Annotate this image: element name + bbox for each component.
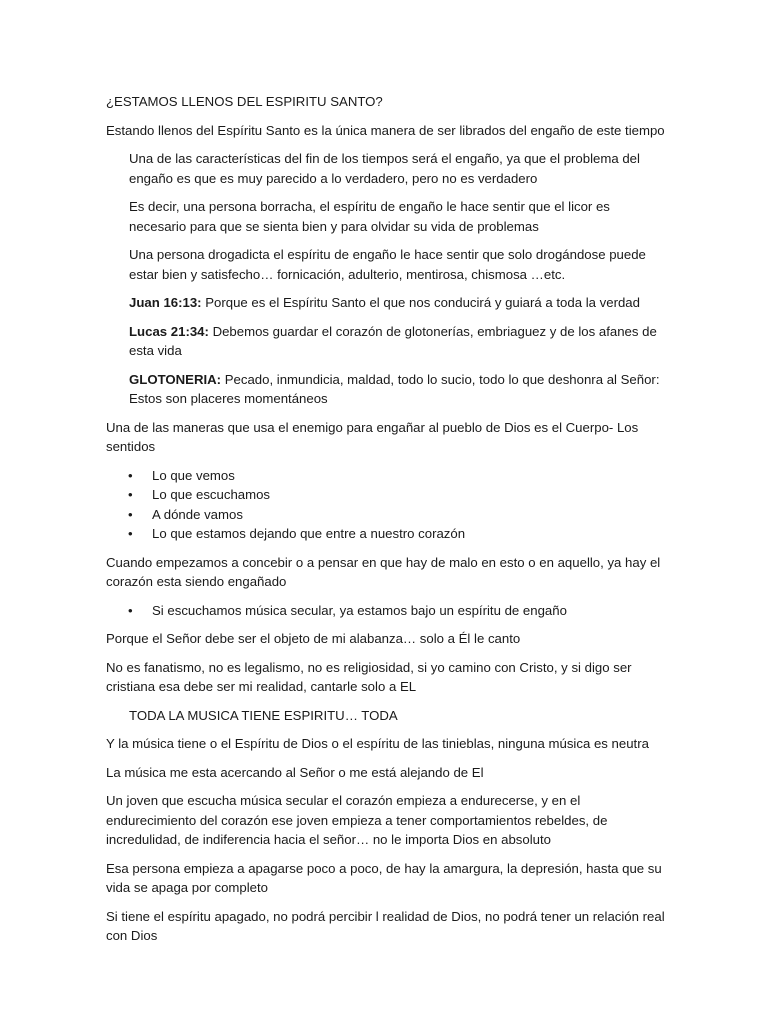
list-item-text: Lo que estamos dejando que entre a nuestro corazón: [152, 526, 466, 541]
list-item: [106, 524, 668, 544]
reference-label: Juan 16:13:: [129, 295, 202, 310]
reference-lucas: [129, 322, 668, 361]
reference-gluttony: [129, 370, 668, 409]
reference-text: Porque es el Espíritu Santo el que nos conducirá y guiará a toda la verdad: [201, 295, 640, 310]
praise-paragraph: Porque el Señor debe ser el objeto de mi alabanza… solo a Él le canto: [106, 631, 521, 646]
reference-text: Pecado, inmundicia, maldad, todo lo sucio, todo lo que deshonra al Señor: Estos son placeres momentáneos: [129, 371, 660, 406]
bullet-icon: •: [128, 487, 133, 502]
list-item-text: Si escuchamos música secular, ya estamos bajo un espíritu de engaño: [152, 602, 567, 618]
reference-text: Debemos guardar el corazón de glotonerías, embriaguez y de los afanes de esta vida: [129, 323, 657, 358]
list-item: [106, 505, 668, 525]
conceive-paragraph: Cuando empezamos a concebir o a pensar en que hay de malo en esto o en aquello, ya hay el corazón esta siendo engañado: [106, 554, 661, 589]
bullet-icon: •: [128, 526, 133, 541]
intro-paragraph: Estando llenos del Espíritu Santo es la única manera de ser librados del engaño de este tiempo: [106, 122, 665, 138]
neutral-music-paragraph: Y la música tiene o el Espíritu de Dios o el espíritu de las tinieblas, ninguna música es neutra: [106, 736, 649, 751]
reference-label: Lucas 21:34:: [129, 323, 209, 339]
document-title: ¿ESTAMOS LLENOS DEL ESPIRITU SANTO?: [106, 94, 383, 109]
music-bullet-list: [106, 601, 668, 621]
music-heading: TODA LA MUSICA TIENE ESPIRITU… TODA: [129, 707, 398, 723]
list-item: [106, 485, 668, 505]
indented-paragraph-end-times: Una de las características del fin de los tiempos será el engaño, ya que el problema del engaño es que es muy parecido a lo verdadero, pero no es verdadero: [129, 151, 640, 186]
list-item: [106, 466, 668, 486]
bullet-icon: •: [128, 506, 133, 522]
indented-paragraph-addict: Una persona drogadicta el espíritu de engaño le hace sentir que solo drogándose puede estar bien y satisfecho… fornicación, adulterio, mentirosa, chismosa …etc.: [129, 247, 646, 282]
reference-label: GLOTONERIA:: [129, 371, 222, 387]
indented-paragraph-drunk: Es decir, una persona borracha, el espíritu de engaño le hace sentir que el licor es necesario para que se sienta bien y para olvidar su vida de problemas: [129, 199, 610, 234]
list-item-text: A dónde vamos: [152, 506, 243, 522]
reference-juan: [129, 293, 668, 313]
list-item-text: Lo que vemos: [152, 467, 235, 483]
young-person-paragraph: Un joven que escucha música secular el corazón empieza a endurecerse, y en el endurecimiento del corazón ese joven empieza a tener comportamientos rebeldes, de incredulidad, de indiferencia hacia el señor… no le importa Dios en absoluto: [106, 793, 608, 847]
fanaticism-paragraph: No es fanatismo, no es legalismo, no es religiosidad, si yo camino con Cristo, y si digo ser cristiana esa debe ser mi realidad, cantarle solo a EL: [106, 659, 632, 694]
bullet-icon: •: [128, 602, 133, 618]
document-page: [106, 92, 668, 955]
approaching-paragraph: La música me esta acercando al Señor o me está alejando de El: [106, 764, 484, 780]
bullet-icon: •: [128, 467, 133, 483]
list-item: [106, 601, 668, 621]
quenched-spirit-paragraph: Si tiene el espíritu apagado, no podrá percibir l realidad de Dios, no podrá tener un relación real con Dios: [106, 908, 665, 943]
senses-intro-paragraph: Una de las maneras que usa el enemigo para engañar al pueblo de Dios es el Cuerpo- Los sentidos: [106, 419, 639, 454]
senses-list: [106, 466, 668, 544]
list-item-text: Lo que escuchamos: [152, 487, 271, 502]
fading-paragraph: Esa persona empieza a apagarse poco a poco, de hay la amargura, la depresión, hasta que su vida se apaga por completo: [106, 860, 662, 895]
